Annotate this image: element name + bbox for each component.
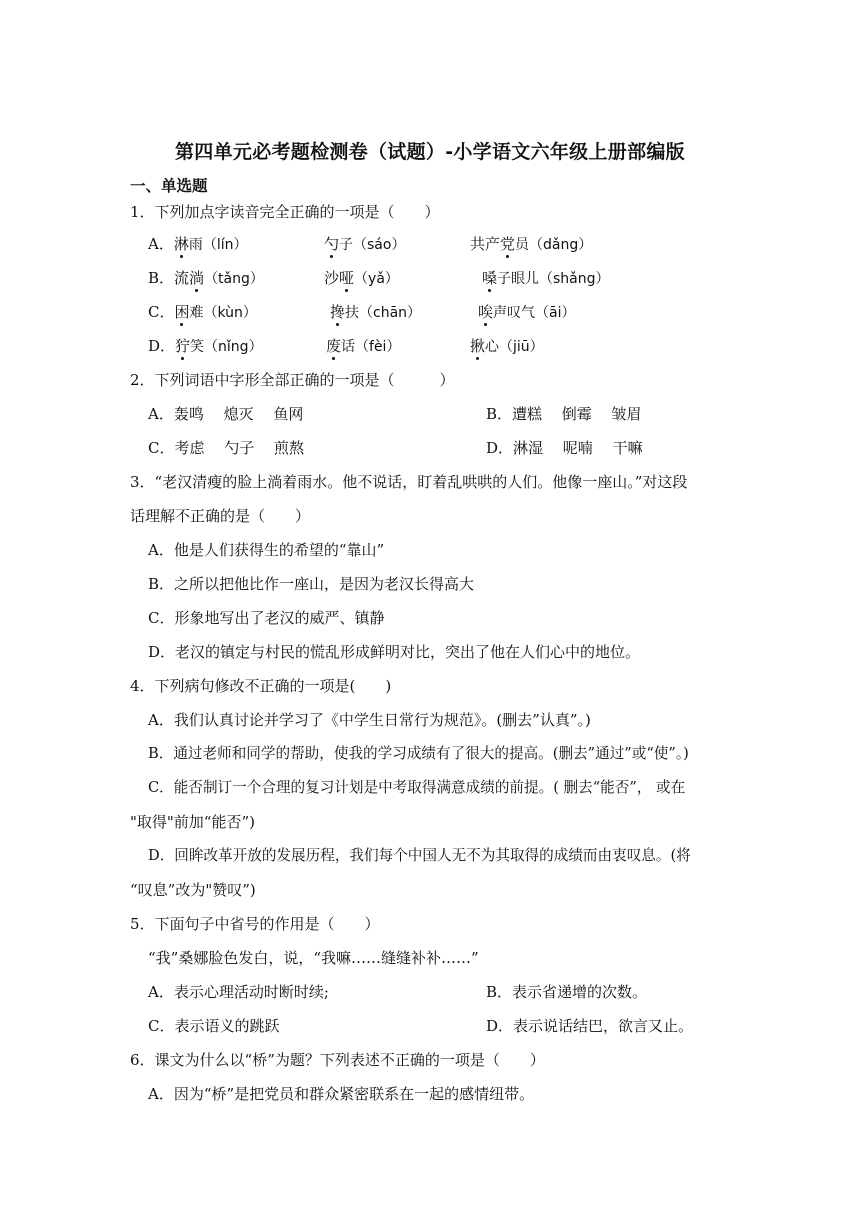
option-label: B． bbox=[148, 269, 175, 287]
word-rest: （yǎ） bbox=[354, 271, 399, 287]
word-rest: 话（fèi） bbox=[341, 339, 401, 355]
question-1-option-b bbox=[148, 268, 264, 289]
word-rest: 声叹气（āi） bbox=[493, 305, 576, 321]
question-1-option-d-word-2 bbox=[326, 336, 400, 357]
word-rest: 雨（lín） bbox=[188, 237, 248, 253]
question-1-option-c-word-3 bbox=[478, 302, 575, 323]
question-2-option-a: A．轰鸣 熄灭 鱼网 bbox=[148, 405, 304, 423]
question-1-stem: 1．下列加点字读音完全正确的一项是（ ） bbox=[130, 203, 440, 221]
question-1-option-c-word-2 bbox=[330, 302, 421, 323]
question-5-quote: “我”桑娜脸色发白，说，“我嘛……缝缝补补……” bbox=[148, 949, 479, 967]
question-1-option-b-word-3 bbox=[482, 268, 610, 289]
word-rest: 心（jiū） bbox=[485, 339, 544, 355]
section-heading: 一、单选题 bbox=[130, 177, 208, 195]
question-3-option-c: C．形象地写出了老汉的威严、镇静 bbox=[148, 609, 385, 627]
question-3-stem-line-1: 3．“老汉清瘦的脸上淌着雨水。他不说话，盯着乱哄哄的人们。他像一座山。”对这段 bbox=[130, 473, 688, 491]
question-4-option-c-line-2: "取得"前加“能否”) bbox=[130, 813, 255, 831]
option-label: A． bbox=[148, 235, 174, 253]
option-label: C． bbox=[148, 303, 175, 321]
word-prefix: 共产 bbox=[470, 235, 501, 253]
word-prefix: 流 bbox=[174, 269, 190, 287]
page-title: 第四单元必考题检测卷（试题）-小学语文六年级上册部编版 bbox=[175, 141, 685, 163]
question-1-option-a bbox=[148, 234, 248, 255]
dotted-char: 勺 bbox=[324, 235, 340, 253]
dotted-char: 唉 bbox=[478, 303, 494, 321]
word-rest: 子眼儿（shǎng） bbox=[497, 271, 610, 287]
question-2-option-b: B．遭糕 倒霉 皱眉 bbox=[486, 405, 642, 423]
question-6-stem: 6．课文为什么以“桥”为题？下列表述不正确的一项是（ ） bbox=[130, 1051, 545, 1069]
question-4-option-d-line-1: D．回眸改革开放的发展历程，我们每个中国人无不为其取得的成绩而由衷叹息。(将 bbox=[148, 847, 691, 864]
dotted-char: 淌 bbox=[189, 269, 205, 287]
dotted-char: 党 bbox=[500, 235, 516, 253]
question-3-option-a: A．他是人们获得生的希望的“靠山” bbox=[148, 541, 385, 559]
dotted-char: 淋 bbox=[173, 235, 189, 253]
dotted-char: 哑 bbox=[339, 269, 355, 287]
word-prefix: 沙 bbox=[324, 269, 340, 287]
question-3-option-b: B．之所以把他比作一座山，是因为老汉长得高大 bbox=[148, 575, 475, 593]
question-1-option-a-word-3 bbox=[470, 234, 592, 255]
question-5-option-b: B．表示省递增的次数。 bbox=[486, 983, 648, 1001]
question-1-option-b-word-2 bbox=[324, 268, 399, 289]
question-3-stem-line-2: 话理解不正确的是（ ） bbox=[130, 507, 311, 525]
word-rest: 笑（nǐng） bbox=[190, 339, 263, 355]
question-4-option-a: A．我们认真讨论并学习了《中学生日常行为规范》。(删去”认真”。) bbox=[148, 711, 591, 729]
dotted-char: 狞 bbox=[175, 337, 191, 355]
question-4-stem: 4．下列病句修改不正确的一项是( ) bbox=[130, 677, 392, 695]
question-3-option-d: D．老汉的镇定与村民的慌乱形成鲜明对比，突出了他在人们心中的地位。 bbox=[148, 643, 641, 661]
question-1-option-d-word-3 bbox=[470, 336, 544, 357]
question-1-option-a-word-2 bbox=[324, 234, 405, 255]
word-rest: 难（kùn） bbox=[189, 305, 257, 321]
question-1-option-c bbox=[148, 302, 257, 323]
question-5-option-a: A．表示心理活动时断时续; bbox=[148, 983, 329, 1001]
question-5-stem: 5．下面句子中省号的作用是（ ） bbox=[130, 915, 380, 933]
question-2-option-c: C．考虑 勺子 煎熬 bbox=[148, 439, 305, 457]
question-6-option-a: A．因为“桥”是把党员和群众紧密联系在一起的感情纽带。 bbox=[148, 1085, 535, 1103]
word-rest: 员（dǎng） bbox=[515, 237, 593, 253]
question-5-option-c: C．表示语义的跳跃 bbox=[148, 1017, 280, 1035]
question-2-option-d: D．淋湿 呢喃 干嘛 bbox=[486, 439, 643, 457]
question-4-option-c-line-1: C．能否制订一个合理的复习计划是中考取得满意成绩的前提。( 删去“能否”， 或在 bbox=[148, 779, 686, 796]
option-label: D． bbox=[148, 337, 176, 355]
question-5-option-d: D．表示说话结巴，欲言又止。 bbox=[486, 1017, 694, 1035]
question-2-stem: 2．下列词语中字形全部正确的一项是（ ） bbox=[130, 371, 455, 389]
dotted-char: 嗓 bbox=[482, 269, 498, 287]
dotted-char: 废 bbox=[326, 337, 342, 355]
question-4-option-b: B．通过老师和同学的帮助，使我的学习成绩有了很大的提高。(删去”通过”或“使”。) bbox=[148, 745, 689, 762]
dotted-char: 困 bbox=[174, 303, 190, 321]
word-rest: 子（sáo） bbox=[339, 237, 406, 253]
dotted-char: 搀 bbox=[330, 303, 346, 321]
question-1-option-d bbox=[148, 336, 263, 357]
word-rest: （tǎng） bbox=[204, 271, 264, 287]
word-rest: 扶（chān） bbox=[345, 305, 422, 321]
dotted-char: 揪 bbox=[470, 337, 486, 355]
question-4-option-d-line-2: “叹息”改为"赞叹”) bbox=[130, 881, 256, 899]
